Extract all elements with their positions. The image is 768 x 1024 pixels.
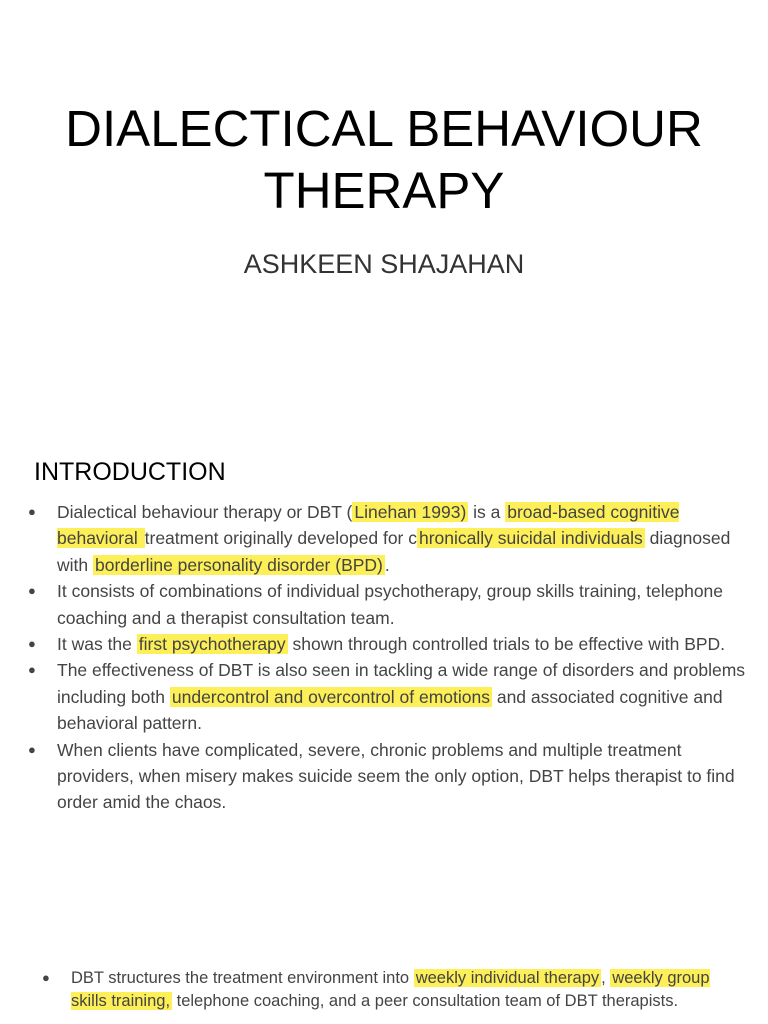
text-run: shown through controlled trials to be effective with BPD. (287, 634, 726, 655)
bullet-icon: ● (28, 583, 36, 599)
highlight: broad-based cognitive behavioral (57, 502, 680, 549)
list-item (0, 578, 768, 631)
bullet-icon: ● (42, 970, 50, 985)
list-item (0, 499, 768, 578)
highlight: hronically suicidal individuals (419, 528, 643, 549)
highlight: undercontrol and overcontrol of emotions (171, 686, 490, 707)
list-item (0, 657, 768, 736)
structure-bullet-list (0, 967, 768, 1012)
text-run: is a (468, 502, 506, 522)
title-line-1: DIALECTICAL BEHAVIOUR (65, 100, 703, 157)
highlight: Linehan 1993) (354, 502, 467, 522)
highlight: weekly individual therapy (415, 969, 600, 987)
section-heading: INTRODUCTION (34, 458, 226, 486)
title-slide (0, 0, 768, 420)
text-run: telephone coaching, and a peer consultation team of DBT therapists. (172, 991, 679, 1010)
text-run: , (601, 969, 611, 987)
text-run: diagnosed with (57, 528, 731, 575)
author-name: ASHKEEN SHAJAHAN (243, 249, 525, 279)
text-run: . (384, 554, 390, 575)
text-run: Dialectical behaviour therapy or DBT ( (57, 502, 353, 522)
text-run: It consists of combinations of individual psychotherapy, group skills training, telephone coaching and a therapist consultation team. (57, 581, 724, 628)
list-item (0, 631, 768, 657)
bullet-icon: ● (28, 636, 36, 652)
highlight: first psychotherapy (138, 634, 286, 655)
highlight: borderline personality disorder (BPD) (94, 554, 383, 575)
text-run: DBT structures the treatment environment into (71, 969, 414, 987)
document-title (0, 98, 768, 222)
title-line-2: THERAPY (263, 162, 505, 219)
highlight: weekly group skills training, (71, 969, 710, 1010)
bullet-icon: ● (28, 504, 36, 519)
text-run: and associated cognitive and behavioral pattern. (57, 686, 723, 734)
intro-bullet-list (0, 499, 768, 816)
text-run: The effectiveness of DBT is also seen in tackling a wide range of disorders and problems including both (57, 660, 746, 707)
list-item (0, 967, 768, 1012)
bullet-icon: ● (28, 662, 36, 678)
bullet-icon: ● (28, 741, 36, 757)
text-run: treatment originally developed for c (144, 528, 417, 549)
text-run: When clients have complicated, severe, chronic problems and multiple treatment providers, when misery makes suicide seem the only option, DBT helps therapist to find order amid the chaos. (57, 739, 735, 813)
text-run: It was the (57, 634, 137, 655)
list-item (0, 737, 768, 816)
